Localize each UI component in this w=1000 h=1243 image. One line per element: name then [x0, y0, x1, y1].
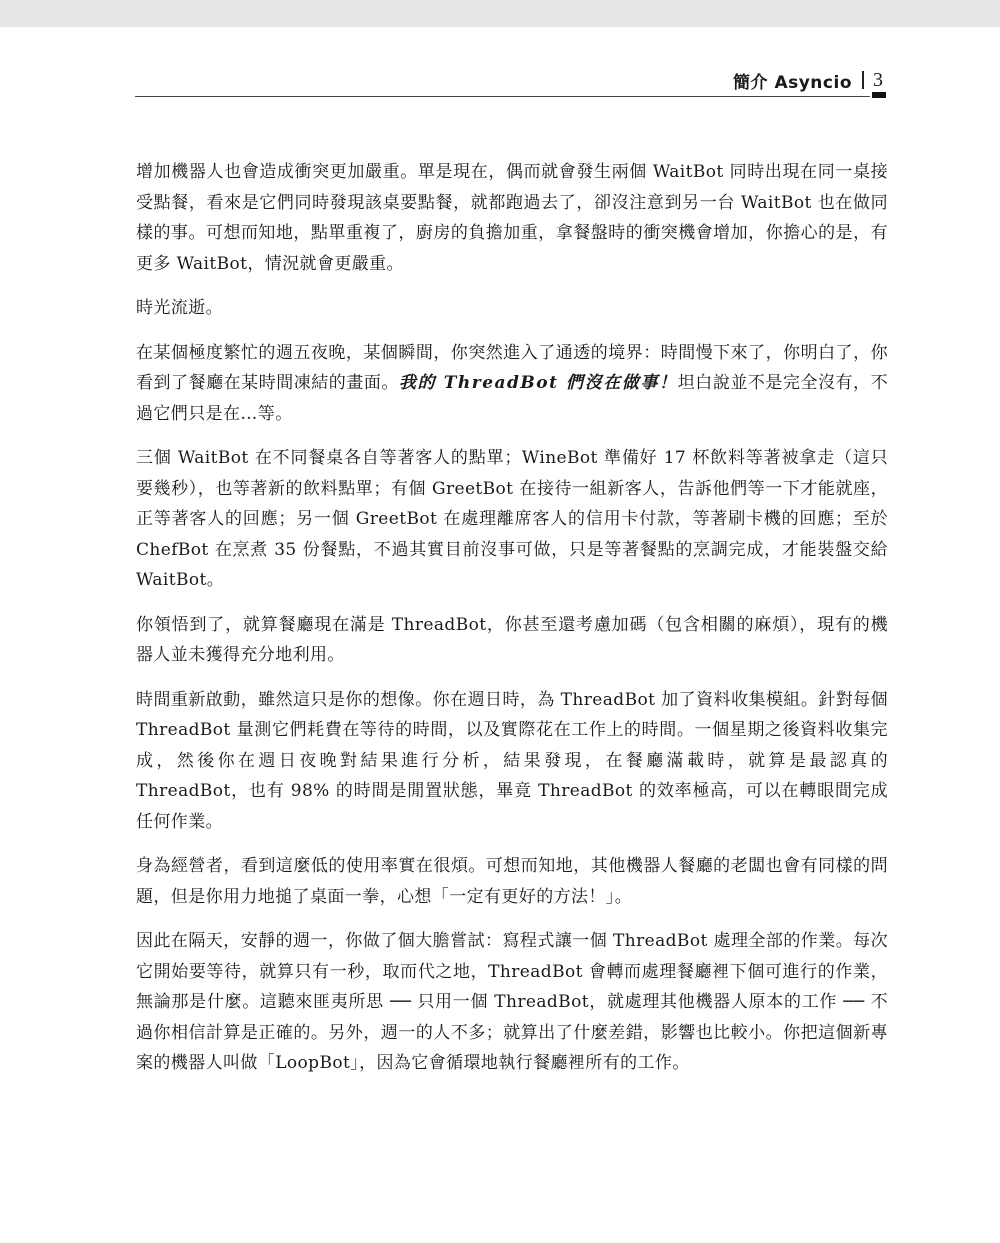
realization-intro: 在某個極度繁忙的週五夜晚，某個瞬間，你突然進入了通透的境界：時間慢下來了，你明白了，你看到了餐廳在某時間凍結的畫面。: [136, 342, 888, 393]
paragraph-realization: [136, 338, 888, 430]
header-rule: [135, 96, 870, 97]
paragraph-owner-frustration: 身為經營者，看到這麼低的使用率實在很煩。可想而知地，其他機器人餐廳的老闆也會有同樣的問題，但是你用力地搥了桌面一拳，心想「一定有更好的方法！」。: [136, 856, 888, 907]
paragraph-collisions: 增加機器人也會造成衝突更加嚴重。單是現在，偶而就會發生兩個 WaitBot 同時出現在同一桌接受點餐，看來是它們同時發現該桌要點餐，就都跑過去了，卻沒注意到另一台 WaitBot 也在做同樣的事。可想而知地，點單重複了，廚房的負擔加重，拿餐盤時的衝突機會增加，你擔心的是，有更多 WaitBot，情況就會更嚴重。: [136, 162, 888, 274]
realization-outro: 坦白說並不是完全沒有，不過它們只是在…等。: [136, 373, 888, 424]
paragraph-bots-waiting: 三個 WaitBot 在不同餐桌各自等著客人的點單；WineBot 準備好 17 杯飲料等著被拿走（這只要幾秒），也等著新的飲料點單；有個 GreetBot 在接待一組新客人，告訴他們等一下才能就座，正等著客人的回應；另一個 GreetBot 在處理離席客人的信用卡付款，等著刷卡機的回應；至於 ChefBot 在烹煮 35 份餐點，不過其實目前沒事可做，只是等著餐點的烹調完成，才能裝盤交給 WaitBot。: [136, 448, 888, 590]
header-corner-mark: [872, 92, 886, 98]
emphasis-text: 我的 ThreadBot 們沒在做事！: [398, 373, 678, 393]
page-number: 3: [873, 68, 883, 91]
body-text: [136, 157, 888, 1093]
chapter-title: 簡介 Asyncio: [733, 72, 852, 93]
header-separator: [862, 71, 864, 89]
paragraph-underutilized: 你領悟到了，就算餐廳現在滿是 ThreadBot，你甚至還考慮加碼（包含相關的麻煩），現有的機器人並未獲得充分地利用。: [136, 614, 888, 665]
paragraph-loopbot: 因此在隔天，安靜的週一，你做了個大膽嘗試：寫程式讓一個 ThreadBot 處理全部的作業。每次它開始要等待，就算只有一秒，取而代之地，ThreadBot 會轉而處理餐廳裡下個可進行的作業，無論那是什麼。這聽來匪夷所思 ── 只用一個 ThreadBot，就處理其他機器人原本的工作 ── 不過你相信計算是正確的。另外，週一的人不多；就算出了什麼差錯，影響也比較小。你把這個新專案的機器人叫做「LoopBot」，因為它會循環地執行餐廳裡所有的工作。: [136, 931, 888, 1073]
running-header: [733, 66, 883, 94]
paragraph-data-collection: 時間重新啟動，雖然這只是你的想像。你在週日時，為 ThreadBot 加了資料收集模組。針對每個 ThreadBot 量測它們耗費在等待的時間，以及實際花在工作上的時間。一個星期之後資料收集完成，然後你在週日夜晚對結果進行分析，結果發現，在餐廳滿載時，就算是最認真的 ThreadBot，也有 98% 的時間是閒置狀態，畢竟 ThreadBot 的效率極高，可以在轉眼間完成任何作業。: [136, 689, 888, 832]
paragraph-time-passes: 時光流逝。: [136, 298, 223, 318]
top-gray-band: [0, 0, 1000, 27]
